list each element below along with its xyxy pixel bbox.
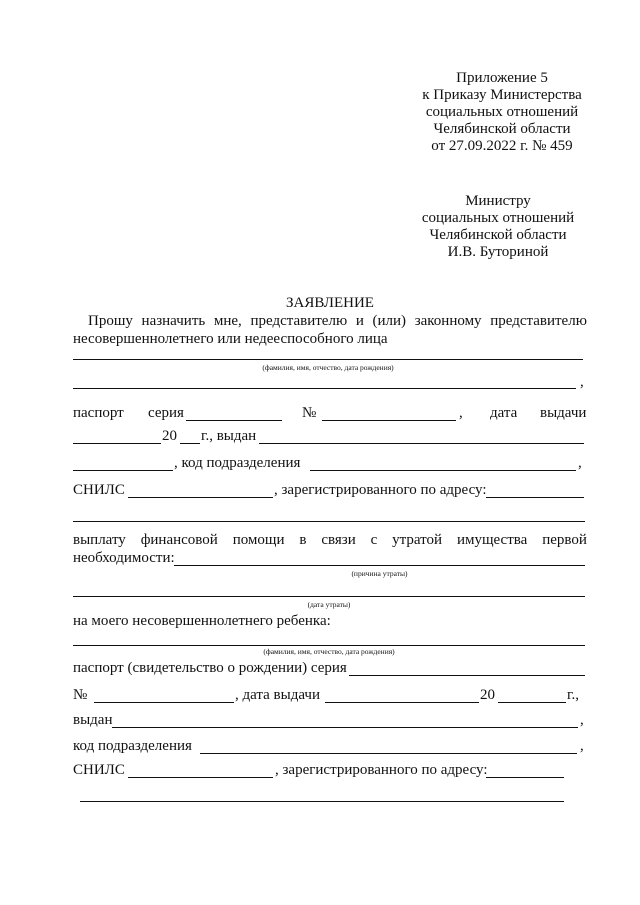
address-field-2[interactable]	[73, 521, 585, 522]
division-name-field[interactable]	[310, 470, 576, 471]
appendix-line: социальных отношений	[425, 104, 579, 120]
loss-date-field[interactable]	[73, 596, 585, 597]
registered-label: , зарегистрированного по адресу:	[274, 482, 487, 498]
payment-word: выплату	[73, 532, 126, 548]
intro-word: мне,	[213, 313, 242, 329]
comma: ,	[580, 712, 584, 728]
addressee-line: И.В. Буториной	[447, 244, 549, 260]
applicant-fio-field[interactable]	[73, 359, 583, 360]
division-code-field[interactable]	[73, 470, 173, 471]
child-code-label: код подразделения	[73, 738, 192, 754]
payment-word: помощи	[232, 532, 285, 548]
intro-word: и	[355, 313, 364, 329]
child-code-field[interactable]	[200, 753, 577, 754]
child-issue-day-field[interactable]	[325, 702, 479, 703]
passport-number-field[interactable]	[322, 420, 456, 421]
addressee-line: Министру	[465, 193, 531, 209]
payment-word: связи	[321, 532, 356, 548]
child-year-prefix: 20	[480, 687, 495, 703]
appendix-line: Приложение 5	[456, 70, 548, 86]
payment-word: утратой	[392, 532, 443, 548]
payment-word: в	[299, 532, 307, 548]
intro-word: (или)	[372, 313, 407, 329]
intro-word: представителю	[250, 313, 348, 329]
intro-line-2: несовершеннолетнего или недееспособного лица	[73, 331, 388, 347]
issue-date-label: дата	[490, 405, 518, 421]
child-doc-series-field[interactable]	[349, 675, 585, 676]
payment-line-2: необходимости:	[73, 550, 175, 566]
loss-reason-field[interactable]	[174, 565, 585, 566]
passport-series-field[interactable]	[186, 420, 282, 421]
payment-word: первой	[542, 532, 587, 548]
addressee-block	[380, 193, 616, 261]
issue-label: выдачи	[540, 405, 587, 421]
child-issue-date-label: , дата выдачи	[235, 687, 320, 703]
child-number-label: №	[73, 687, 88, 703]
child-issue-year-field[interactable]	[498, 702, 566, 703]
intro-word: назначить	[141, 313, 206, 329]
payment-word: финансовой	[140, 532, 218, 548]
addressee-line: социальных отношений	[421, 210, 575, 226]
payment-word: с	[370, 532, 378, 548]
issued-by-field[interactable]	[259, 443, 584, 444]
intro-word: представителю	[490, 313, 587, 329]
document-title: ЗАЯВЛЕНИЕ	[286, 295, 374, 311]
comma: ,	[580, 738, 584, 754]
passport-label: паспорт	[73, 405, 124, 421]
caption-reason: (причина утраты)	[351, 569, 408, 578]
appendix-block	[380, 70, 624, 155]
child-issued-field[interactable]	[112, 727, 578, 728]
addressee-line: Челябинской области	[429, 227, 567, 243]
payment-line-1	[73, 532, 587, 549]
appendix-line: к Приказу Министерства	[422, 87, 582, 103]
caption-loss-date: (дата утраты)	[307, 600, 351, 609]
year-prefix: 20	[162, 428, 177, 444]
child-doc-label: паспорт (свидетельство о рождении) серия	[73, 660, 347, 676]
child-snils-field[interactable]	[128, 777, 273, 778]
issue-year-field[interactable]	[180, 443, 200, 444]
child-address-field[interactable]	[486, 777, 564, 778]
comma: ,	[459, 405, 463, 421]
intro-word: Прошу	[88, 313, 133, 329]
intro-line-1	[88, 313, 587, 330]
comma: ,	[578, 455, 582, 471]
passport-number-label: №	[302, 405, 317, 421]
appendix-line: от 27.09.2022 г. № 459	[431, 138, 573, 154]
applicant-fio-field-2[interactable]	[73, 388, 576, 389]
child-snils-label: СНИЛС	[73, 762, 125, 778]
child-address-field-2[interactable]	[80, 801, 564, 802]
child-issued-label: выдан	[73, 712, 113, 728]
passport-series-label: серия	[148, 405, 184, 421]
child-heading: на моего несовершеннолетнего ребенка:	[73, 613, 331, 629]
issue-day-field[interactable]	[73, 443, 161, 444]
caption-child-fio: (фамилия, имя, отчество, дата рождения)	[263, 647, 395, 656]
intro-word: законному	[414, 313, 482, 329]
appendix-line: Челябинской области	[433, 121, 571, 137]
issued-by-label: г., выдан	[201, 428, 257, 444]
comma: ,	[580, 374, 584, 390]
payment-word: имущества	[456, 532, 528, 548]
snils-label: СНИЛС	[73, 482, 125, 498]
division-code-label: , код подразделения	[174, 455, 301, 471]
child-fio-field[interactable]	[73, 645, 585, 646]
caption-fio: (фамилия, имя, отчество, дата рождения)	[262, 363, 394, 372]
child-registered-label: , зарегистрированного по адресу:	[275, 762, 488, 778]
child-number-field[interactable]	[94, 702, 234, 703]
snils-field[interactable]	[128, 497, 273, 498]
address-field[interactable]	[486, 497, 584, 498]
child-year-suffix: г.,	[567, 687, 579, 703]
